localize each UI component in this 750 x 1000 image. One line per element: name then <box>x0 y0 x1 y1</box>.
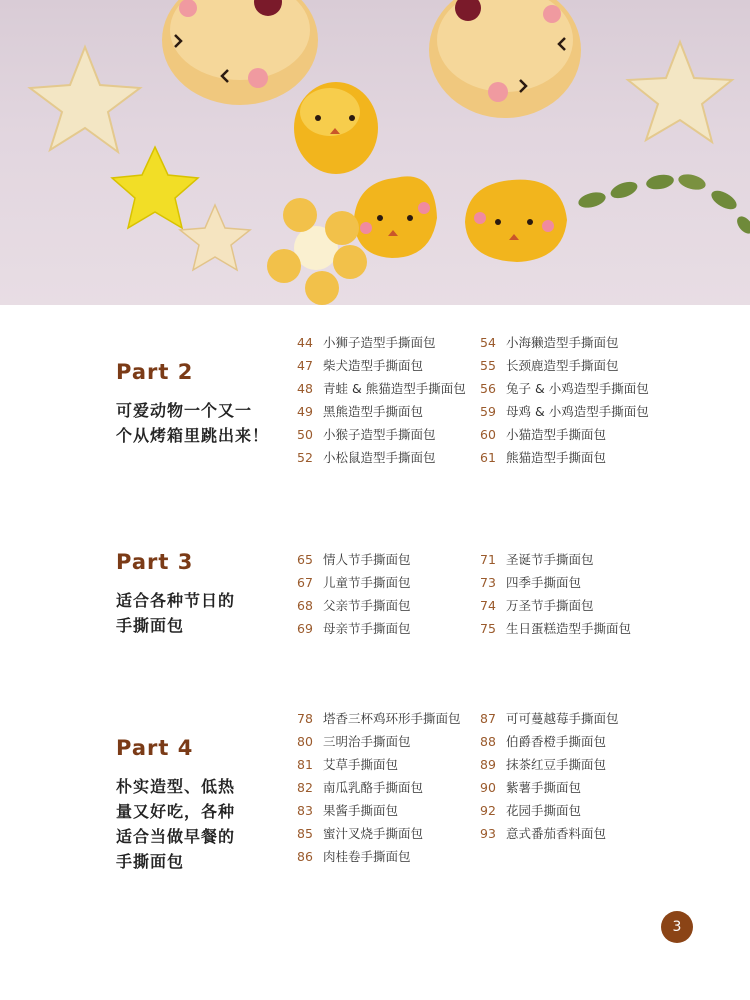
toc-entry[interactable] <box>480 571 631 594</box>
toc-page: 87 <box>480 711 496 726</box>
hero-photo <box>0 0 750 305</box>
toc-title: 意式番茄香料面包 <box>506 826 607 841</box>
toc-title: 小海獭造型手撕面包 <box>506 335 619 350</box>
toc-title: 艾草手撕面包 <box>323 757 399 772</box>
part-2-toc-col-2 <box>480 331 649 469</box>
toc-entry[interactable] <box>297 331 466 354</box>
toc-entry[interactable] <box>297 707 461 730</box>
toc-entry[interactable] <box>480 354 649 377</box>
toc-page: 54 <box>480 335 496 350</box>
toc-page: 71 <box>480 552 496 567</box>
toc-title: 儿童节手撕面包 <box>323 575 411 590</box>
toc-entry[interactable] <box>480 799 619 822</box>
toc-page: 60 <box>480 427 496 442</box>
part-3-toc-col-1 <box>297 548 411 640</box>
toc-page: 86 <box>297 849 313 864</box>
toc-title: 小猴子造型手撕面包 <box>323 427 436 442</box>
toc-page: 81 <box>297 757 313 772</box>
toc-page: 56 <box>480 381 496 396</box>
toc-title: 父亲节手撕面包 <box>323 598 411 613</box>
toc-title: 黑熊造型手撕面包 <box>323 404 424 419</box>
toc-entry[interactable] <box>297 354 466 377</box>
toc-page: 48 <box>297 381 313 396</box>
toc-page: 65 <box>297 552 313 567</box>
part-3-header <box>116 550 235 638</box>
part-4-header <box>116 736 235 874</box>
toc-title: 果酱手撕面包 <box>323 803 399 818</box>
part-title: Part 3 <box>116 550 194 574</box>
toc-page: 90 <box>480 780 496 795</box>
part-title: Part 2 <box>116 360 194 384</box>
part-3-toc-col-2 <box>480 548 631 640</box>
bread-illustration <box>0 0 750 305</box>
toc-title: 兔子 & 小鸡造型手撕面包 <box>506 381 649 396</box>
toc-page: 92 <box>480 803 496 818</box>
part-2-toc-col-1 <box>297 331 466 469</box>
part-subtitle-line: 适合当做早餐的 <box>116 827 236 846</box>
toc-page: 82 <box>297 780 313 795</box>
toc-title: 蜜汁叉烧手撕面包 <box>323 826 424 841</box>
toc-title: 小狮子造型手撕面包 <box>323 335 436 350</box>
part-subtitle-line: 手撕面包 <box>116 852 185 871</box>
toc-entry[interactable] <box>297 423 466 446</box>
page-number-badge: 3 <box>661 911 693 943</box>
toc-page: 68 <box>297 598 313 613</box>
toc-page: 89 <box>480 757 496 772</box>
part-subtitle-line: 量又好吃，各种 <box>116 802 236 821</box>
toc-title: 紫薯手撕面包 <box>506 780 582 795</box>
toc-title: 情人节手撕面包 <box>323 552 411 567</box>
toc-page: 78 <box>297 711 313 726</box>
toc-title: 小猫造型手撕面包 <box>506 427 607 442</box>
part-title: Part 4 <box>116 736 194 760</box>
part-4-toc-col-2 <box>480 707 619 845</box>
toc-title: 长颈鹿造型手撕面包 <box>506 358 619 373</box>
toc-entry[interactable] <box>480 423 649 446</box>
toc-entry[interactable] <box>480 548 631 571</box>
toc-entry[interactable] <box>297 776 461 799</box>
toc-title: 塔香三杯鸡环形手撕面包 <box>323 711 461 726</box>
toc-page: 55 <box>480 358 496 373</box>
part-subtitle-line: 适合各种节日的 <box>116 591 236 610</box>
toc-entry[interactable] <box>480 617 631 640</box>
toc-entry[interactable] <box>480 707 619 730</box>
toc-page: 85 <box>297 826 313 841</box>
toc-title: 可可蔓越莓手撕面包 <box>506 711 619 726</box>
toc-entry[interactable] <box>480 730 619 753</box>
toc-page: 88 <box>480 734 496 749</box>
toc-entry[interactable] <box>297 571 411 594</box>
toc-entry[interactable] <box>297 845 461 868</box>
toc-page: 61 <box>480 450 496 465</box>
toc-entry[interactable] <box>480 822 619 845</box>
toc-page: 47 <box>297 358 313 373</box>
toc-page: 52 <box>297 450 313 465</box>
toc-page: 75 <box>480 621 496 636</box>
toc-title: 南瓜乳酪手撕面包 <box>323 780 424 795</box>
toc-title: 抹茶红豆手撕面包 <box>506 757 607 772</box>
toc-title: 母亲节手撕面包 <box>323 621 411 636</box>
part-subtitle-line: 个从烤箱里跳出来！ <box>116 426 270 445</box>
toc-title: 母鸡 & 小鸡造型手撕面包 <box>506 404 649 419</box>
part-subtitle-line: 朴实造型、低热 <box>116 777 236 796</box>
toc-title: 青蛙 & 熊猫造型手撕面包 <box>323 381 466 396</box>
toc-page: 83 <box>297 803 313 818</box>
toc-page: 50 <box>297 427 313 442</box>
toc-page: 73 <box>480 575 496 590</box>
toc-entry[interactable] <box>297 753 461 776</box>
toc-entry[interactable] <box>297 400 466 423</box>
toc-entry[interactable] <box>297 548 411 571</box>
toc-page: 49 <box>297 404 313 419</box>
toc-title: 肉桂卷手撕面包 <box>323 849 411 864</box>
toc-title: 伯爵香橙手撕面包 <box>506 734 607 749</box>
part-subtitle-line: 可爱动物一个又一 <box>116 401 253 420</box>
toc-entry[interactable] <box>480 331 649 354</box>
toc-title: 小松鼠造型手撕面包 <box>323 450 436 465</box>
toc-title: 熊猫造型手撕面包 <box>506 450 607 465</box>
toc-page: 69 <box>297 621 313 636</box>
toc-entry[interactable] <box>480 753 619 776</box>
toc-entry[interactable] <box>480 377 649 400</box>
toc-title: 圣诞节手撕面包 <box>506 552 594 567</box>
toc-entry[interactable] <box>480 594 631 617</box>
toc-page: 59 <box>480 404 496 419</box>
toc-entry[interactable] <box>297 617 411 640</box>
toc-entry[interactable] <box>297 730 461 753</box>
toc-page: 44 <box>297 335 313 350</box>
toc-title: 柴犬造型手撕面包 <box>323 358 424 373</box>
toc-entry[interactable] <box>480 776 619 799</box>
toc-entry[interactable] <box>297 377 466 400</box>
toc-page: 67 <box>297 575 313 590</box>
toc-entry[interactable] <box>297 799 461 822</box>
toc-entry[interactable] <box>297 822 461 845</box>
toc-title: 生日蛋糕造型手撕面包 <box>506 621 632 636</box>
part-2-header <box>116 360 269 448</box>
toc-entry[interactable] <box>480 400 649 423</box>
toc-title: 三明治手撕面包 <box>323 734 411 749</box>
toc-title: 花园手撕面包 <box>506 803 582 818</box>
toc-entry[interactable] <box>297 594 411 617</box>
toc-entry[interactable] <box>480 446 649 469</box>
part-4-toc-col-1 <box>297 707 461 868</box>
toc-page: 74 <box>480 598 496 613</box>
toc-title: 四季手撕面包 <box>506 575 582 590</box>
toc-page: 80 <box>297 734 313 749</box>
toc-entry[interactable] <box>297 446 466 469</box>
toc-title: 万圣节手撕面包 <box>506 598 594 613</box>
part-subtitle-line: 手撕面包 <box>116 616 185 635</box>
toc-page: 93 <box>480 826 496 841</box>
